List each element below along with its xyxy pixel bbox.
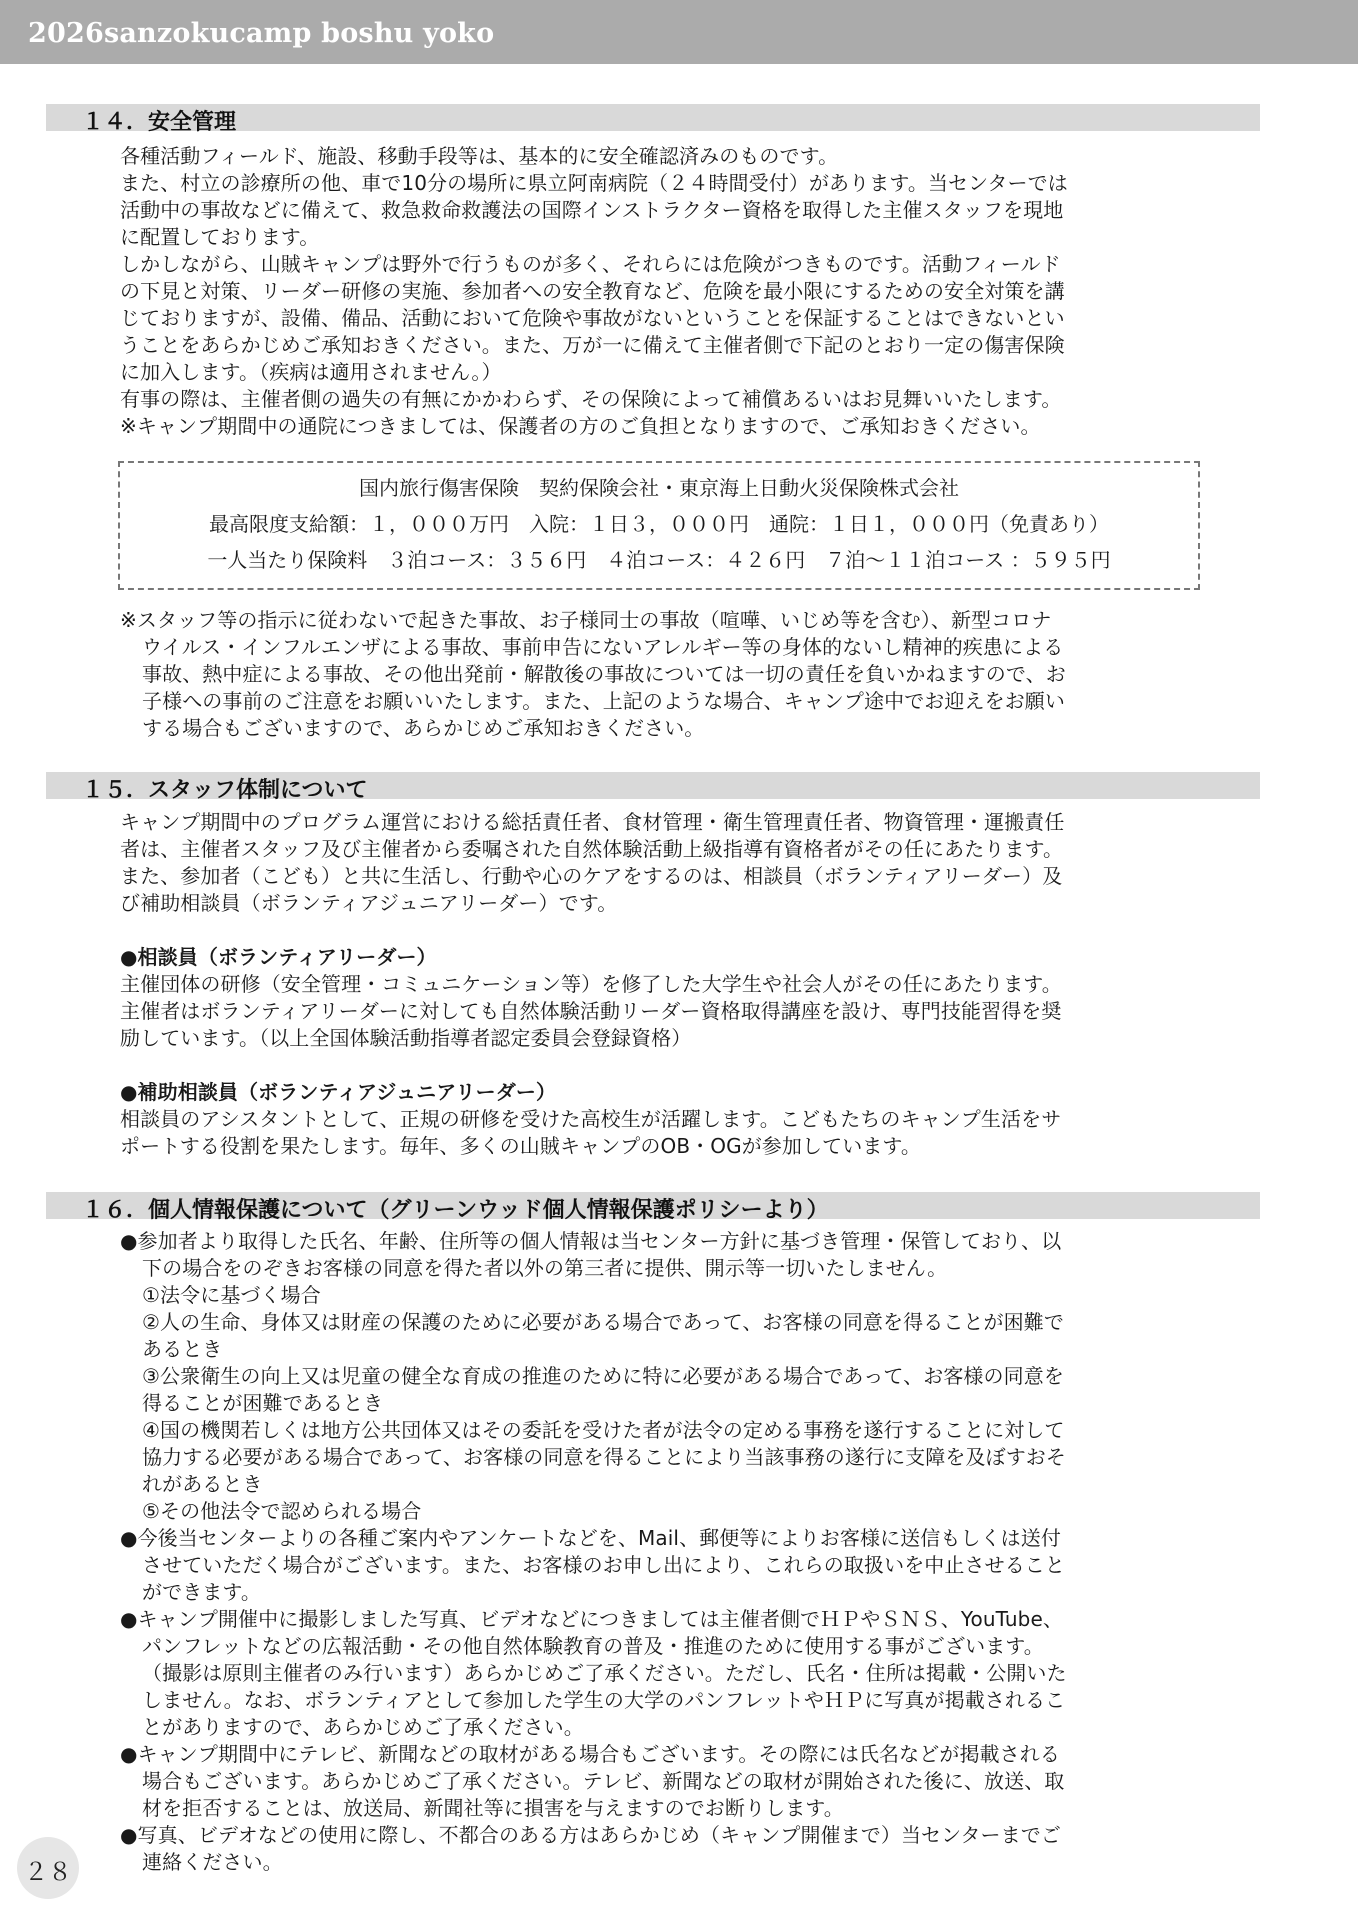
disclaimer-line: 子様への事前のご注意をお願いいたします。また、上記のような場合、キャンプ途中でお迎えをお願い	[142, 689, 1065, 713]
paragraph-line: に加入します。（疾病は適用されません。）	[120, 360, 502, 384]
paragraph-line: 者は、主催者スタッフ及び主催者から委嘱された自然体験活動上級指導有資格者がその任にあたります。	[120, 837, 1064, 861]
section-14-heading-bar	[46, 104, 1260, 135]
paragraph-line: 相談員のアシスタントとして、正規の研修を受けた高校生が活躍します。こどもたちのキャンプ生活をサ	[120, 1107, 1062, 1131]
list-item: 協力する必要がある場合であって、お客様の同意を得ることにより当該事務の遂行に支障を及ぼすおそ	[142, 1445, 1066, 1469]
bullet-line: （撮影は原則主催者のみ行います）あらかじめご了承ください。ただし、氏名・住所は掲載・公開いた	[142, 1661, 1067, 1685]
insurance-line-premium: 一人当たり保険料 ３泊コース：３５６円 ４泊コース：４２６円 ７泊～１１泊コース ：５９５円	[207, 548, 1111, 572]
list-item: あるとき	[142, 1337, 223, 1361]
paragraph-line: び補助相談員（ボランティアジュニアリーダー）です。	[120, 891, 618, 915]
list-item: ①法令に基づく場合	[142, 1283, 321, 1307]
insurance-line-coverage: 最高限度支給額：１，０００万円 入院：１日３，０００円 通院：１日１，０００円（免責あり）	[209, 512, 1109, 536]
paragraph-line: ※キャンプ期間中の通院につきましては、保護者の方のご負担となりますので、ご承知おきください。	[120, 414, 1041, 438]
section-14-heading: １４．安全管理	[82, 110, 237, 135]
bullet-line: させていただく場合がございます。また、お客様のお申し出により、これらの取扱いを中止させること	[142, 1553, 1065, 1577]
paragraph-line: の下見と対策、リーダー研修の実施、参加者への安全教育など、危険を最小限にするための安全対策を講	[120, 279, 1065, 303]
section-15-heading-bar	[46, 772, 1260, 803]
paragraph-line: しかしながら、山賊キャンプは野外で行うものが多く、それらには危険がつきものです。活動フィールド	[120, 252, 1061, 276]
list-item: ⑤その他法令で認められる場合	[142, 1499, 422, 1523]
section-15-heading: １５．スタッフ体制について	[82, 778, 368, 803]
bullet-line: 場合もございます。あらかじめご了承ください。テレビ、新聞などの取材が開始された後に、放送、取	[142, 1769, 1065, 1793]
section-16-heading: １６．個人情報保護について（グリーンウッド個人情報保護ポリシーより）	[82, 1198, 829, 1223]
section-16-body	[120, 1228, 1200, 1876]
subsection-title-junior-leader: ●補助相談員（ボランティアジュニアリーダー）	[120, 1080, 557, 1104]
list-item: 得ることが困難であるとき	[142, 1391, 384, 1415]
bullet-line: 材を拒否することは、放送局、新聞社等に損害を与えますのでお断りします。	[142, 1796, 844, 1820]
paragraph-line: キャンプ期間中のプログラム運営における総括責任者、食材管理・衛生管理責任者、物資管理・運搬責任	[120, 810, 1065, 834]
paragraph-line: うことをあらかじめご承知おきください。また、万が一に備えて主催者側で下記のとおり一定の傷害保険	[120, 333, 1065, 357]
insurance-info-box	[118, 461, 1200, 590]
bullet-line: ●写真、ビデオなどの使用に際し、不都合のある方はあらかじめ（キャンプ開催まで）当センターまでご	[120, 1823, 1061, 1847]
list-item: ③公衆衛生の向上又は児童の健全な育成の推進のために特に必要がある場合であって、お客様の同意を	[142, 1364, 1064, 1388]
bullet-line: ●キャンプ開催中に撮影しました写真、ビデオなどにつきましては主催者側でＨＰやＳＮＳ、YouTube、	[120, 1607, 1063, 1631]
paragraph-line: また、村立の診療所の他、車で10分の場所に県立阿南病院（２４時間受付）があります。当センターでは	[120, 171, 1068, 195]
paragraph-line: 活動中の事故などに備えて、救急救命救護法の国際インストラクター資格を取得した主催スタッフを現地	[120, 198, 1064, 222]
paragraph-line: また、参加者（こども）と共に生活し、行動や心のケアをするのは、相談員（ボランティアリーダー）及	[120, 864, 1063, 888]
bullet-line: パンフレットなどの広報活動・その他自然体験教育の普及・推進のために使用する事がございます。	[142, 1634, 1044, 1658]
section-15-body	[120, 809, 1200, 1160]
paragraph-line: 各種活動フィールド、施設、移動手段等は、基本的に安全確認済みのものです。	[120, 144, 839, 168]
paragraph-line: 励しています。（以上全国体験活動指導者認定委員会登録資格）	[120, 1026, 692, 1050]
bullet-line: ●キャンプ期間中にテレビ、新聞などの取材がある場合もございます。その際には氏名などが掲載される	[120, 1742, 1060, 1766]
insurance-line-company: 国内旅行傷害保険 契約保険会社・東京海上日動火災保険株式会社	[359, 476, 959, 500]
bullet-line: とがありますので、あらかじめご了承ください。	[142, 1715, 584, 1739]
disclaimer-line: ※スタッフ等の指示に従わないで起きた事故、お子様同士の事故（喧嘩、いじめ等を含む）、新型コロナ	[120, 608, 1052, 632]
list-item: れがあるとき	[142, 1472, 263, 1496]
list-item: ④国の機関若しくは地方公共団体又はその委託を受けた者が法令の定める事務を遂行することに対して	[142, 1418, 1065, 1442]
bullet-line: 連絡ください。	[142, 1850, 283, 1874]
bullet-line: 下の場合をのぞきお客様の同意を得た者以外の第三者に提供、開示等一切いたしません。	[142, 1256, 948, 1280]
list-item: ②人の生命、身体又は財産の保護のために必要がある場合であって、お客様の同意を得ることが困難で	[142, 1310, 1064, 1334]
paragraph-line: 主催団体の研修（安全管理・コミュニケーション等）を修了した大学生や社会人がその任にあたります。	[120, 972, 1062, 996]
bullet-line: しません。なお、ボランティアとして参加した学生の大学のパンフレットやＨＰに写真が掲載されるこ	[142, 1688, 1066, 1712]
disclaimer-line: 事故、熱中症による事故、その他出発前・解散後の事故については一切の責任を負いかねますので、お	[142, 662, 1066, 686]
paragraph-line: 有事の際は、主催者側の過失の有無にかかわらず、その保険によって補償あるいはお見舞いいたします。	[120, 387, 1062, 411]
top-banner	[0, 0, 1358, 64]
page-number-badge	[17, 1837, 79, 1899]
paragraph-line: ポートする役割を果たします。毎年、多くの山賊キャンプのOB・OGが参加しています。	[120, 1134, 922, 1158]
bullet-line: ができます。	[142, 1580, 261, 1604]
paragraph-line: 主催者はボランティアリーダーに対しても自然体験活動リーダー資格取得講座を設け、専門技能習得を奨	[120, 999, 1062, 1023]
bullet-line: ●今後当センターよりの各種ご案内やアンケートなどを、Mail、郵便等によりお客様に送信もしくは送付	[120, 1526, 1061, 1550]
subsection-title-leader: ●相談員（ボランティアリーダー）	[120, 945, 437, 969]
section-14-body	[120, 143, 1200, 440]
section-14-disclaimer	[120, 607, 1200, 742]
document-title: 2026sanzokucamp boshu yoko	[28, 18, 495, 49]
disclaimer-line: する場合もございますので、あらかじめご承知おきください。	[142, 716, 705, 740]
page-number: ２８	[24, 1858, 72, 1886]
disclaimer-line: ウイルス・インフルエンザによる事故、事前申告にないアレルギー等の身体的ないし精神的疾患による	[142, 635, 1064, 659]
paragraph-line: じておりますが、設備、備品、活動において危険や事故がないということを保証することはできないとい	[120, 306, 1065, 330]
paragraph-line: に配置しております。	[120, 225, 320, 249]
section-16-heading-bar	[46, 1192, 1260, 1223]
bullet-line: ●参加者より取得した氏名、年齢、住所等の個人情報は当センター方針に基づき管理・保管しており、以	[120, 1229, 1062, 1253]
